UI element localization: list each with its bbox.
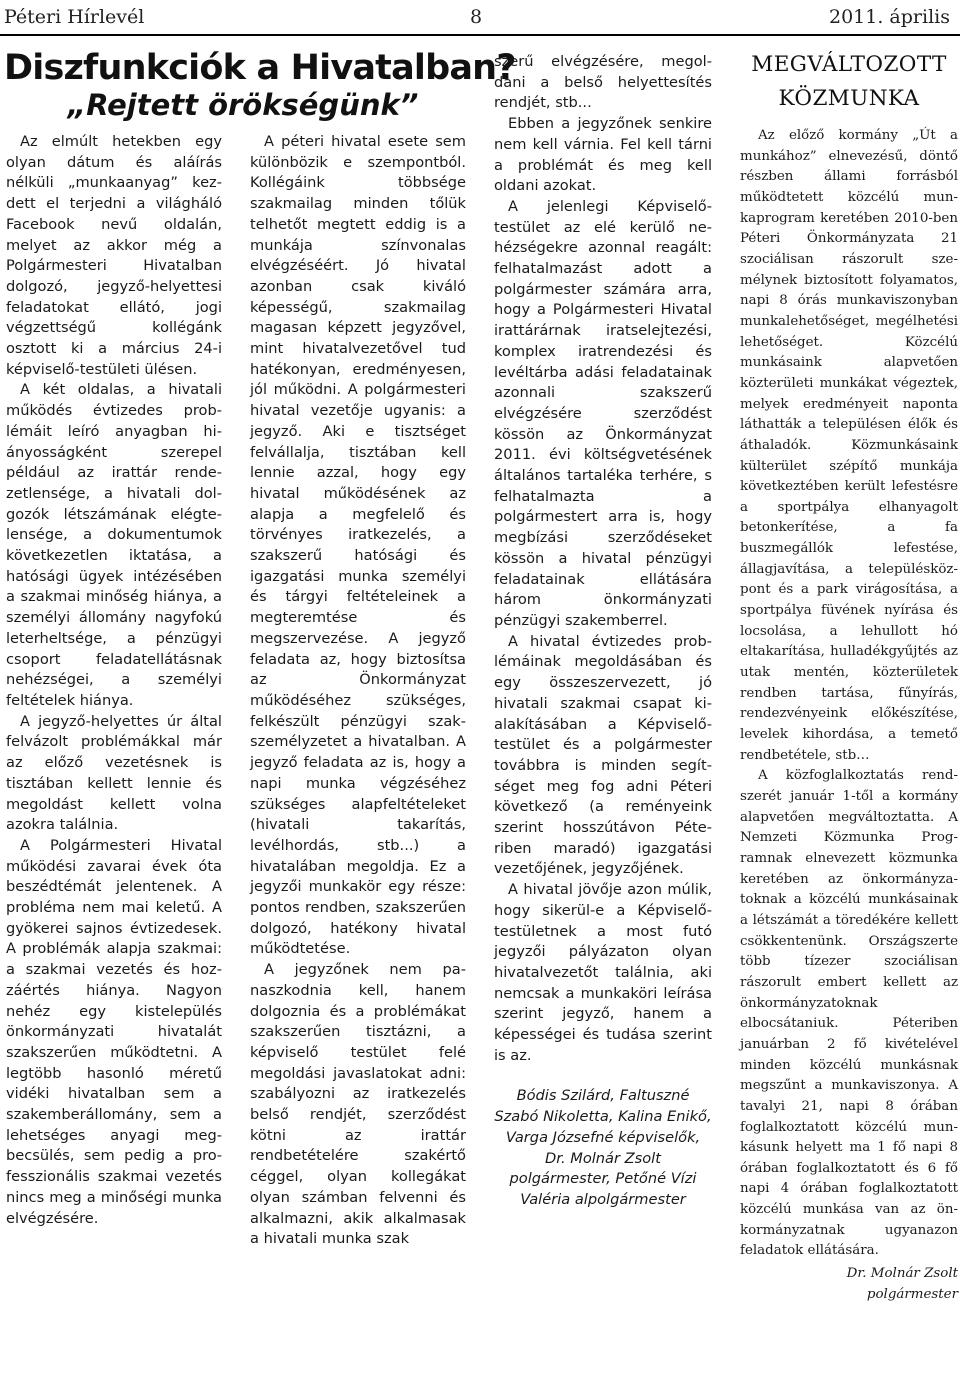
paragraph: A közfoglalkoztatás rendszerét január 1-től a kormány alapvetően megváltoztatta. A Nemzeti Közmunka Programnak elnevezett közmunka keretében az önkormányzatoknak a közcélú munkásainak a létszámát a töredékére kellett csökkentenünk. Országszerte több tízezer szociálisan rászorult embert kellett az önkormányzatoknak elbocsátaniuk. Péteriben januárban 2 fő kivételével minden közcélú munkásnak megszűnt a munkaviszonya. A tavalyi 21, napi 8 órában foglalkoztatott közcélú munkásunk helyett ma 1 fő napi 8 órában foglalkoztatott és 6 fő napi 4 órában foglalkoztatott közcélú munkása van az önkormányzatnak ugyanazon feladatok ellátására.	[740, 768, 958, 1259]
paragraph: Az előző kormány „Út a munkához” elnevezésű, döntő részben állami forrásból működtetett közcélú munkaprogram keretében 2010-ben Péteri Önkormányzata 21 szociálisan rászorult személynek biztosított folyamatos, napi 8 órás munkaviszonyban munkalehetőséget, megélhetési lehetőséget. Közcélú munkásaink alapvetően közterületi munkákat végeztek, melyek eredményeit naponta láthatták a településen élők és áthaladók. Közmunkásaink külterület szépítő munkája következtében került lefestésre a sportpálya elhanyagolt betonkerítése, a fa buszmegállók lefestése, állagjavítása, a településközpont és a park virágosítása, a sportpálya füvének nyírása és locsolása, a lehullott hó eltakarítása, hulladékgyűjtés az utak mentén, közterületek rendben tartása, fűnyírás, rendezvényeink előkészítése, levelek kihordása, a temető rendbetétele, stb…	[740, 128, 958, 763]
signoff-title: polgármester	[866, 1286, 958, 1302]
sidebar-title-line: KÖZMUNKA	[778, 86, 920, 111]
header-divider	[0, 34, 960, 36]
paragraph: szerű elvégzésére, megoldani a belső helyettesítés rendjét, stb...	[494, 53, 712, 112]
paragraph: A Polgármesteri Hivatal működési zavarai évek óta beszédtémát jelentenek. A probléma nem mai keletű. A gyökerei sajnos évtizedesek. A problémák alapja szakmai: a szakmai vezetés és hozzáértés hiánya. Nagyon nehéz egy kistelepülés önkormányzati hivatalát szakszerűen működtetni. A legtöbb hasonló méretű vidéki hivatalban sem a szakemberállomány, sem a lehetséges anyagi megbecsülés, sem pedig a professzionális szakmai vezetés nincs meg a minőségi munka elvégzésére.	[6, 836, 222, 1227]
paragraph: A jegyző-helyettes úr által felvázolt problémákkal már az előző vezetésnek is tisztában kellett lennie és megoldást kellett volna azokra találnia.	[6, 712, 222, 834]
page-header	[0, 0, 960, 34]
sidebar-title	[740, 48, 958, 116]
paragraph: A jegyzőnek nem panaszkodnia kell, hanem dolgoznia és a problémákat szakszerűen tisztázni, a képviselő testület felé megoldási javaslatokat adni: szabályozni az iratkezelés belső rendjét, szerződést kötni az irattár rendbetételére szakértő céggel, olyan kollegákat olyan számban felvenni és alkalmazni, akik alkalmasak a hivatali munka szak	[250, 961, 466, 1248]
publication-name: Péteri Hírlevél	[4, 6, 145, 28]
paragraph: A jelenlegi Képviselőtestület az elé kerülő nehézségekre azonnal reagált: felhatalmazást adott a polgármester számára arra, hogy a Polgármesteri Hivatal irattárárnak iratselejtezési, komplex iratrendezési és levéltárba adási feladatainak azonnali szakszerű elvégzésére szerződést kössön az Önkormányzat 2011. évi költségvetésének általános tartaléka terhére, s felhatalmazta a polgármestert arra is, hogy megbízási szerződéseket kössön a hivatal pénzügyi feladatainak ellátására három önkormányzati pénzügyi szakemberrel.	[494, 197, 712, 629]
article-byline	[494, 1086, 712, 1210]
article-subheadline: „Rejtett örökségünk”	[67, 88, 419, 122]
byline-text: Bódis Szilárd, Faltuszné Szabó Nikoletta, Kalina Enikő, Varga Józsefné képviselők, Dr. Molnár Zsolt polgármester, Petőné Vízi Valéria alpolgármester	[494, 1087, 712, 1208]
paragraph: A hivatal évtizedes problémáinak megoldásában és egy összeszervezett, jó hivatali szakmai csapat kialakításában a Képviselőtestület és a polgármester továbbra is minden segítséget meg fog adni Péteri következő (a reményeink szerint hosszútávon Péteriben maradó) igazgatási vezetőjének, jegyzőjének.	[494, 632, 712, 878]
sidebar-signoff	[740, 1264, 958, 1305]
paragraph: A két oldalas, a hivatali működés évtizedes problémáit leíró anyagban hiányosságként szerepel például az irattár rendezetlensége, a hivatali dolgozók létszámának elégtelensége, a dokumentumok következetlen iktatása, a hatósági ügyek intézésében a szakmai minőség hiánya, a személyi állomány nagyfokú leterheltsége, a pénzügyi csoport feladatellátásnak nehézségei, a személyi feltételek hiánya.	[6, 381, 222, 709]
article-column-1	[6, 132, 222, 1229]
signoff-name: Dr. Molnár Zsolt	[846, 1266, 958, 1282]
paragraph: Az elmúlt hetekben egy olyan dátum és aláírás nélküli „munkaanyag” kezdett el terjedni a világháló Facebook nevű oldalán, melyet az akkor még a Polgármesteri Hivatalban dolgozó, jegyző-helyettesi feladatokat ellátó, jogi végzettségű kollégánk osztott ki a március 24-i képviselő-testületi ülésen.	[6, 133, 222, 378]
article-column-2	[250, 132, 466, 1250]
paragraph: Ebben a jegyzőnek senkire nem kell várnia. Fel kell tárni a problémát és meg kell oldani azokat.	[494, 115, 712, 195]
paragraph: A péteri hivatal esete sem különbözik e szempontból. Kollégáink többsége szakmailag minden tőlük telhetőt megtett eddig is a munkája színvonalas elvégzéséért. Jó hivatal azonban csak kiváló képességű, szakmailag magasan képzett jegyzővel, mint hivatalvezetővel tud hatékonyan, eredményesen, jól működni. A polgármesteri hivatal vezetője ugyanis: a jegyző. Aki e tisztséget felvállalja, tisztában kell lennie azzal, hogy egy hivatal működésének az alapja a megfelelő és törvényes iratkezelés, a szakszerű hatósági és igazgatási munka személyi és tárgyi feltételeinek a megteremtése és megszervezése. A jegyző feladata az, hogy biztosítsa az Önkormányzat működéséhez szükséges, felkészült pénzügyi szakszemélyzetet a hivatalban. A jegyző feladata az is, hogy a napi munka végzéséhez szükséges alapfeltételeket (hivatali takarítás, levélhordás, stb...) a hivatalában megoldja. Ez a jegyzői munkakör egy része: pontos rendben, szakszerűen dolgozó, hatékony hivatal működtetése.	[250, 133, 466, 958]
paragraph: A hivatal jövője azon múlik, hogy sikerül-e a Képviselő-testületnek a most futó jegyzői pályázaton olyan hivatalvezetőt találnia, aki nemcsak a munkaköri leírása szerint jegyző, hanem a képességei és tudása szerint is az.	[494, 881, 712, 1064]
sidebar-title-line: MEGVÁLTOZOTT	[751, 52, 947, 77]
page-number: 8	[470, 6, 483, 28]
issue-date: 2011. április	[829, 6, 950, 28]
article-headline: Diszfunkciók a Hivatalban?	[4, 48, 516, 88]
article-column-3	[494, 52, 712, 1211]
sidebar-column	[740, 126, 958, 1305]
